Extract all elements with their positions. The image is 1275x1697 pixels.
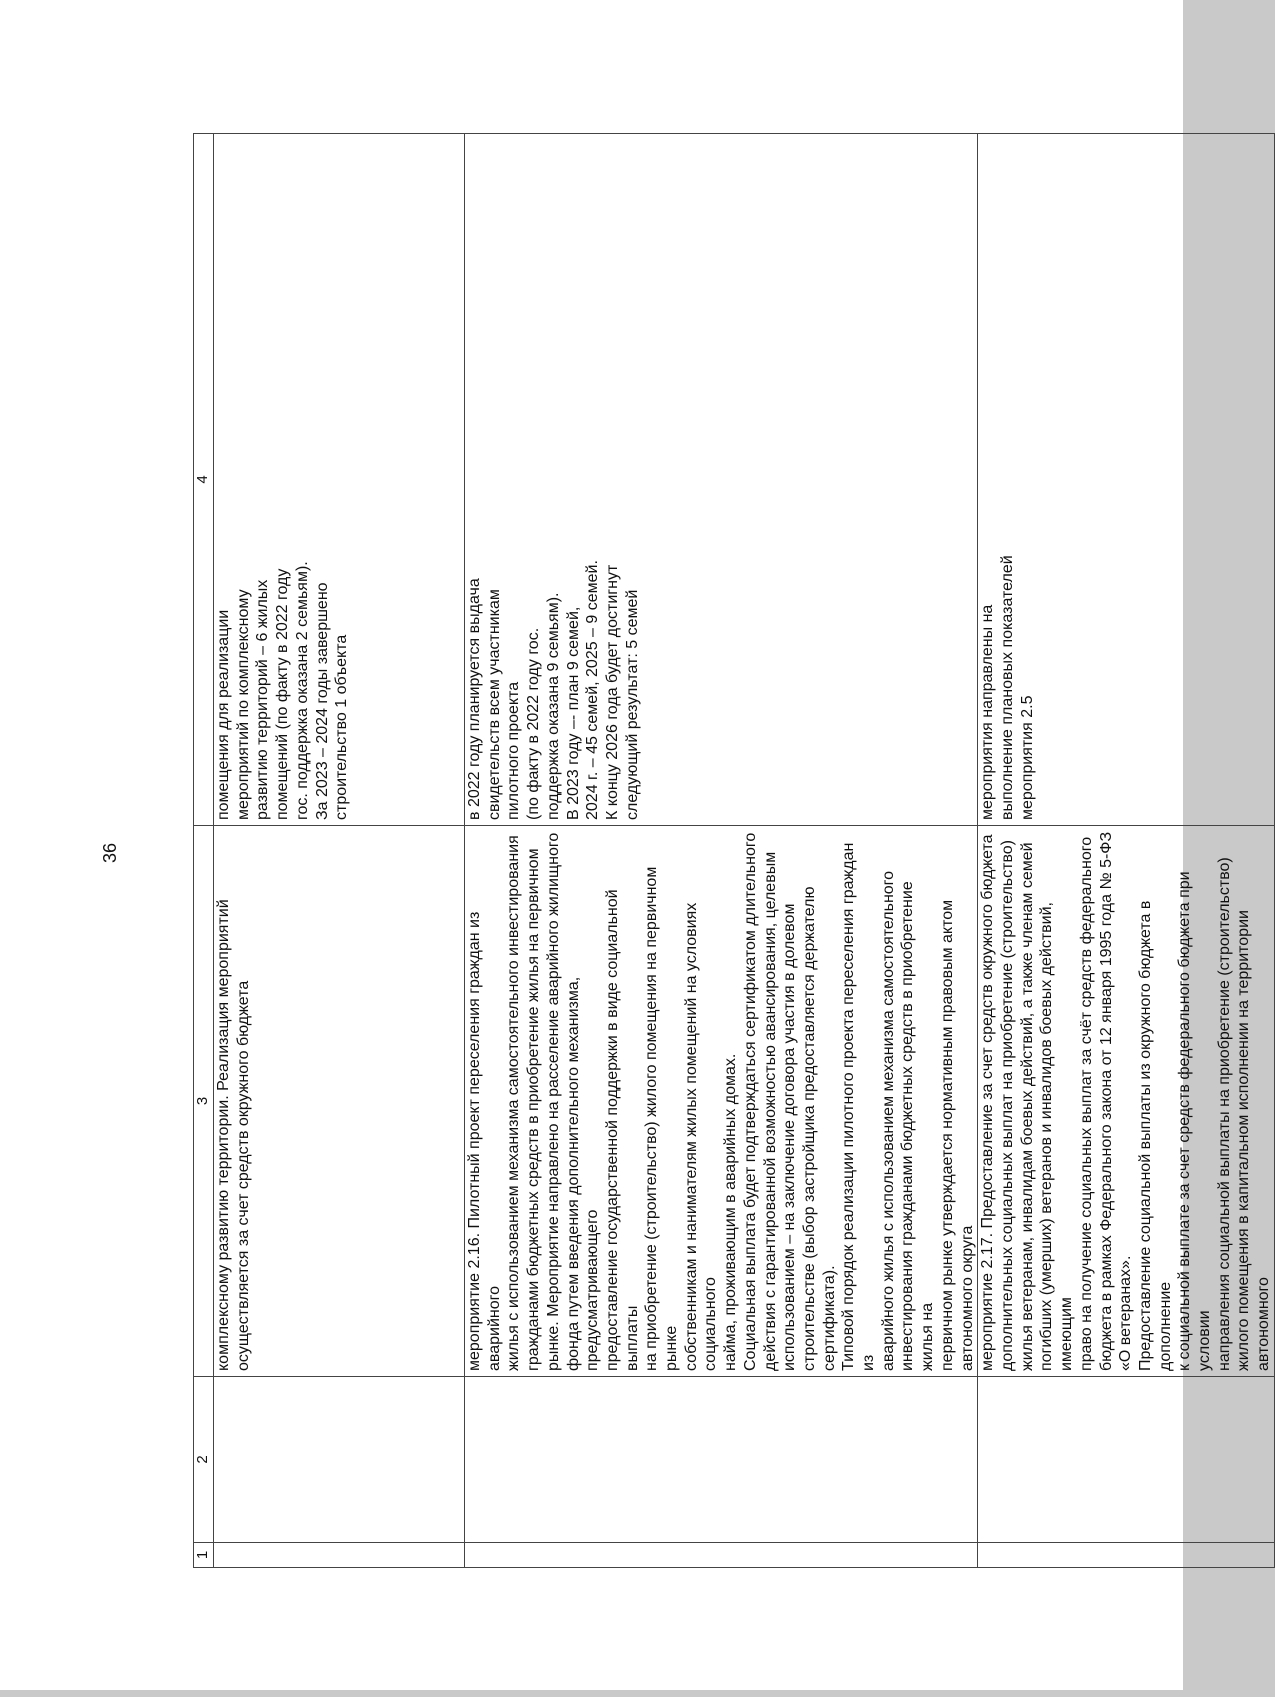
row1-result-text: помещения для реализации мероприятий по комплексному развитию территорий – 6 жилых помещений (по факту в 2022 году гос. поддержка оказана 2 семьям). За 2023 – 2024 годы завершено строительство 1 объекта — [215, 561, 351, 820]
row2-col3 — [465, 826, 978, 1377]
header-col-3: 3 — [194, 826, 214, 1377]
row3-col4 — [978, 134, 1275, 826]
row1-col1 — [214, 1543, 465, 1568]
measures-table — [193, 133, 1275, 1568]
header-col-1: 1 — [194, 1543, 214, 1568]
row1-activity-text: комплексному развитию территории. Реализация мероприятий осуществляется за счет средств окружного бюджета — [215, 899, 252, 1371]
table-row — [978, 134, 1275, 1568]
row1-col2 — [214, 1377, 465, 1543]
table-row — [214, 134, 465, 1568]
row2-col1 — [465, 1543, 978, 1568]
row3-col2 — [978, 1377, 1275, 1543]
row3-activity-text: мероприятие 2.17. Предоставление за счет средств окружного бюджета дополнительных социальных выплат на приобретение (строительство) жилья ветеранам, инвалидам боевых действий, а также членам семей погибших (умерших) ветеранов и инвалидов боевых действий, имеющим право на получение социальных выплат за счёт средств федерального бюджета в рамках Федерального закона от 12 января 1995 года № 5-ФЗ «О ветеранах». Предоставление социальной выплаты из окружного бюджета в дополнение к социальной выплате за счет средств федерального бюджета при условии направления социальной выплаты на приобретение (строительство) жилого помещения в капитальном исполнении на территории автономного — [979, 831, 1273, 1371]
row3-result-text: мероприятия направлены на выполнение плановых показателей мероприятия 2.5 — [979, 555, 1036, 820]
row1-col4 — [214, 134, 465, 826]
table-row — [465, 134, 978, 1568]
row3-col3 — [978, 826, 1275, 1377]
row1-col3 — [214, 826, 465, 1377]
row2-activity-text: мероприятие 2.16. Пилотный проект переселения граждан из аварийного жилья с использованием механизма самостоятельного инвестирования гражданами бюджетных средств в приобретение жилья на первичном рынке. Мероприятие направлено на расселение аварийного жилищного фонда путем введения дополнительного механизма, предусматривающего предоставление государственной поддержки в виде социальной выплаты на приобретение (строительство) жилого помещения на первичном рынке собственникам и нанимателям жилых помещений на условиях социального найма, проживающим в аварийных домах. Социальная выплата будет подтверждаться сертификатом длительного действия с гарантированной возможностью авансирования, целевым использованием – на заключение договора участия в долевом строительстве (выбор застройщика предоставляется держателю сертификата). Типовой порядок реализации пилотного проекта переселения граждан из аварийного жилья с использованием механизма самостоятельного инвестирования гражданами бюджетных средств в приобретение жилья на первичном рынке утверждается нормативным правовым актом автономного округа — [466, 832, 976, 1371]
header-col-2: 2 — [194, 1377, 214, 1543]
row3-col1 — [978, 1543, 1275, 1568]
row2-col2 — [465, 1377, 978, 1543]
header-col-4: 4 — [194, 134, 214, 826]
header-row — [194, 134, 214, 1568]
page-number: 36 — [100, 842, 120, 864]
table-container — [193, 134, 1273, 1568]
row2-col4 — [465, 134, 978, 826]
row2-result-text: в 2022 году планируется выдача свидетельств всем участникам пилотного проекта (по факту в 2022 году гос. поддержка оказана 9 семьям). В 2023 году –- план 9 семей, 2024 г. – 45 семей, 2025 – 9 семей. К концу 2026 года будет достигнут следующий результат: 5 семей — [466, 560, 641, 820]
